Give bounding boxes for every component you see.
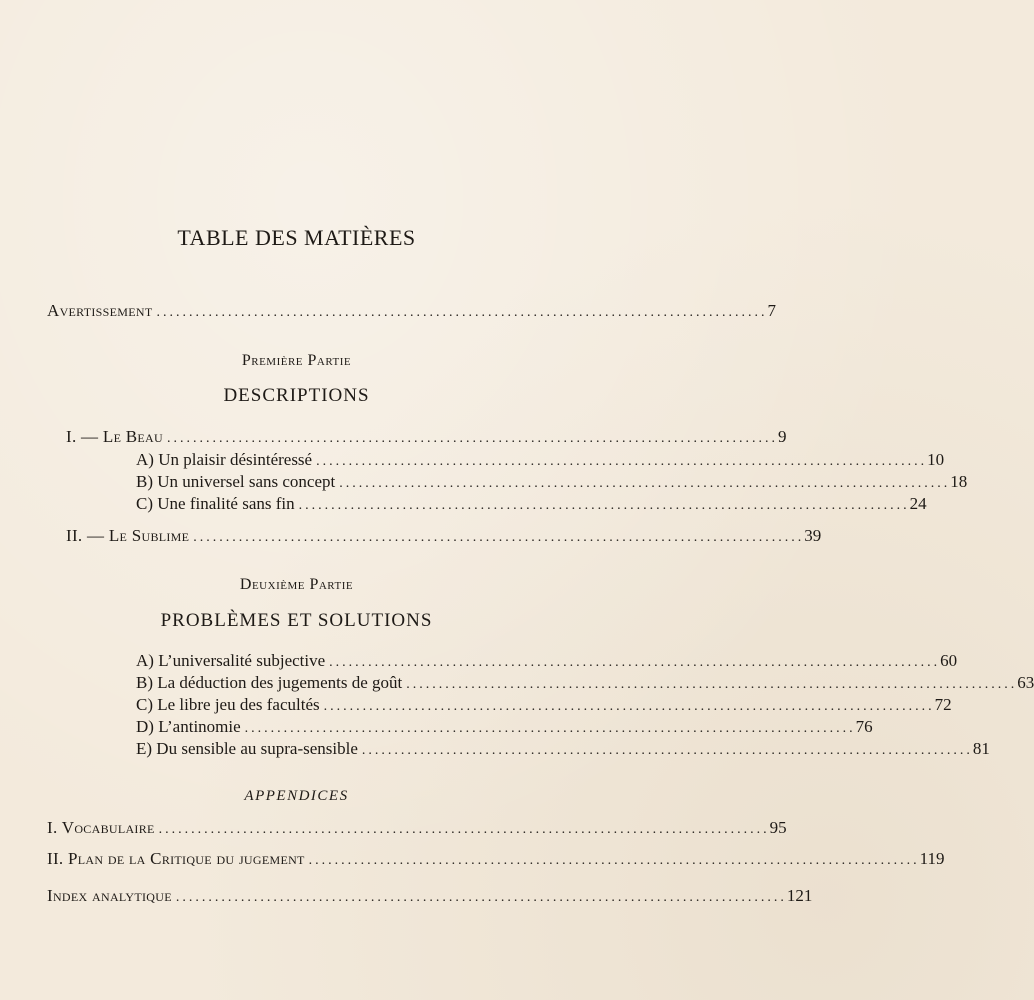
toc-entry-page: 81 xyxy=(972,739,990,758)
toc-subentry xyxy=(136,694,952,716)
toc-entry-page: 39 xyxy=(804,526,822,545)
leader-dots: .............................................................................................. xyxy=(316,454,928,469)
toc-entry-label: D) L’antinomie xyxy=(136,717,241,736)
toc-entry-page: 72 xyxy=(934,695,952,714)
toc-entry-page: 18 xyxy=(950,472,968,491)
toc-subentry xyxy=(136,672,1034,694)
toc-entry-label: C) Une finalité sans fin xyxy=(136,494,295,513)
leader-dots: .............................................................................................. xyxy=(323,699,935,714)
part-title: PROBLÈMES ET SOLUTIONS xyxy=(160,610,433,631)
leader-dots: .............................................................................................. xyxy=(156,305,768,320)
toc-entry-label: I. — Le Beau xyxy=(66,427,163,446)
toc-entry-label: Avertissement xyxy=(47,301,153,320)
toc-entry-le-sublime xyxy=(66,525,822,547)
leader-dots: .............................................................................................. xyxy=(175,890,787,905)
part-title: DESCRIPTIONS xyxy=(223,385,370,406)
appendices-heading: APPENDICES xyxy=(244,788,349,804)
leader-dots: .............................................................................................. xyxy=(329,655,941,670)
toc-entry-page: 10 xyxy=(927,450,945,469)
toc-entry-le-beau xyxy=(66,426,787,448)
leader-dots: .............................................................................................. xyxy=(361,743,973,758)
page-title: TABLE DES MATIÈRES xyxy=(177,225,416,250)
toc-entry-label: E) Du sensible au supra-sensible xyxy=(136,739,358,758)
leader-dots: .............................................................................................. xyxy=(339,476,951,491)
leader-dots: .............................................................................................. xyxy=(193,530,805,545)
toc-subentry xyxy=(136,716,873,738)
toc-subentry xyxy=(136,493,927,515)
toc-entry-plan xyxy=(47,848,945,870)
toc-entry-page: 24 xyxy=(909,494,927,513)
toc-entry-avertissement xyxy=(47,300,776,322)
toc-entry-page: 7 xyxy=(767,301,776,320)
toc-subentry xyxy=(136,738,990,760)
part-label: Première Partie xyxy=(241,352,352,369)
toc-entry-page: 60 xyxy=(940,651,958,670)
toc-entry-label: II. — Le Sublime xyxy=(66,526,190,545)
leader-dots: .............................................................................................. xyxy=(166,431,778,446)
toc-entry-label: A) L’universalité subjective xyxy=(136,651,326,670)
toc-subentry xyxy=(136,650,958,672)
leader-dots: .............................................................................................. xyxy=(244,721,856,736)
toc-subentry xyxy=(136,449,945,471)
toc-entry-vocabulaire xyxy=(47,817,787,839)
leader-dots: .............................................................................................. xyxy=(158,822,770,837)
toc-entry-page: 95 xyxy=(769,818,787,837)
leader-dots: .............................................................................................. xyxy=(308,853,920,868)
part-label: Deuxième Partie xyxy=(239,576,354,593)
toc-subentry xyxy=(136,471,968,493)
toc-entry-index xyxy=(47,885,813,907)
leader-dots: .............................................................................................. xyxy=(406,677,1018,692)
toc-entry-page: 76 xyxy=(855,717,873,736)
toc-entry-label: A) Un plaisir désintéressé xyxy=(136,450,313,469)
toc-entry-label: I. Vocabulaire xyxy=(47,818,155,837)
toc-entry-label: B) La déduction des jugements de goût xyxy=(136,673,403,692)
toc-entry-label: II. Plan de la Critique du jugement xyxy=(47,849,305,868)
toc-entry-page: 119 xyxy=(919,849,945,868)
toc-entry-page: 121 xyxy=(786,886,813,905)
toc-entry-page: 63 xyxy=(1017,673,1034,692)
toc-entry-page: 9 xyxy=(777,427,787,446)
leader-dots: .............................................................................................. xyxy=(298,498,910,513)
toc-entry-label: B) Un universel sans concept xyxy=(136,472,336,491)
toc-entry-label: Index analytique xyxy=(47,886,172,905)
toc-entry-label: C) Le libre jeu des facultés xyxy=(136,695,320,714)
